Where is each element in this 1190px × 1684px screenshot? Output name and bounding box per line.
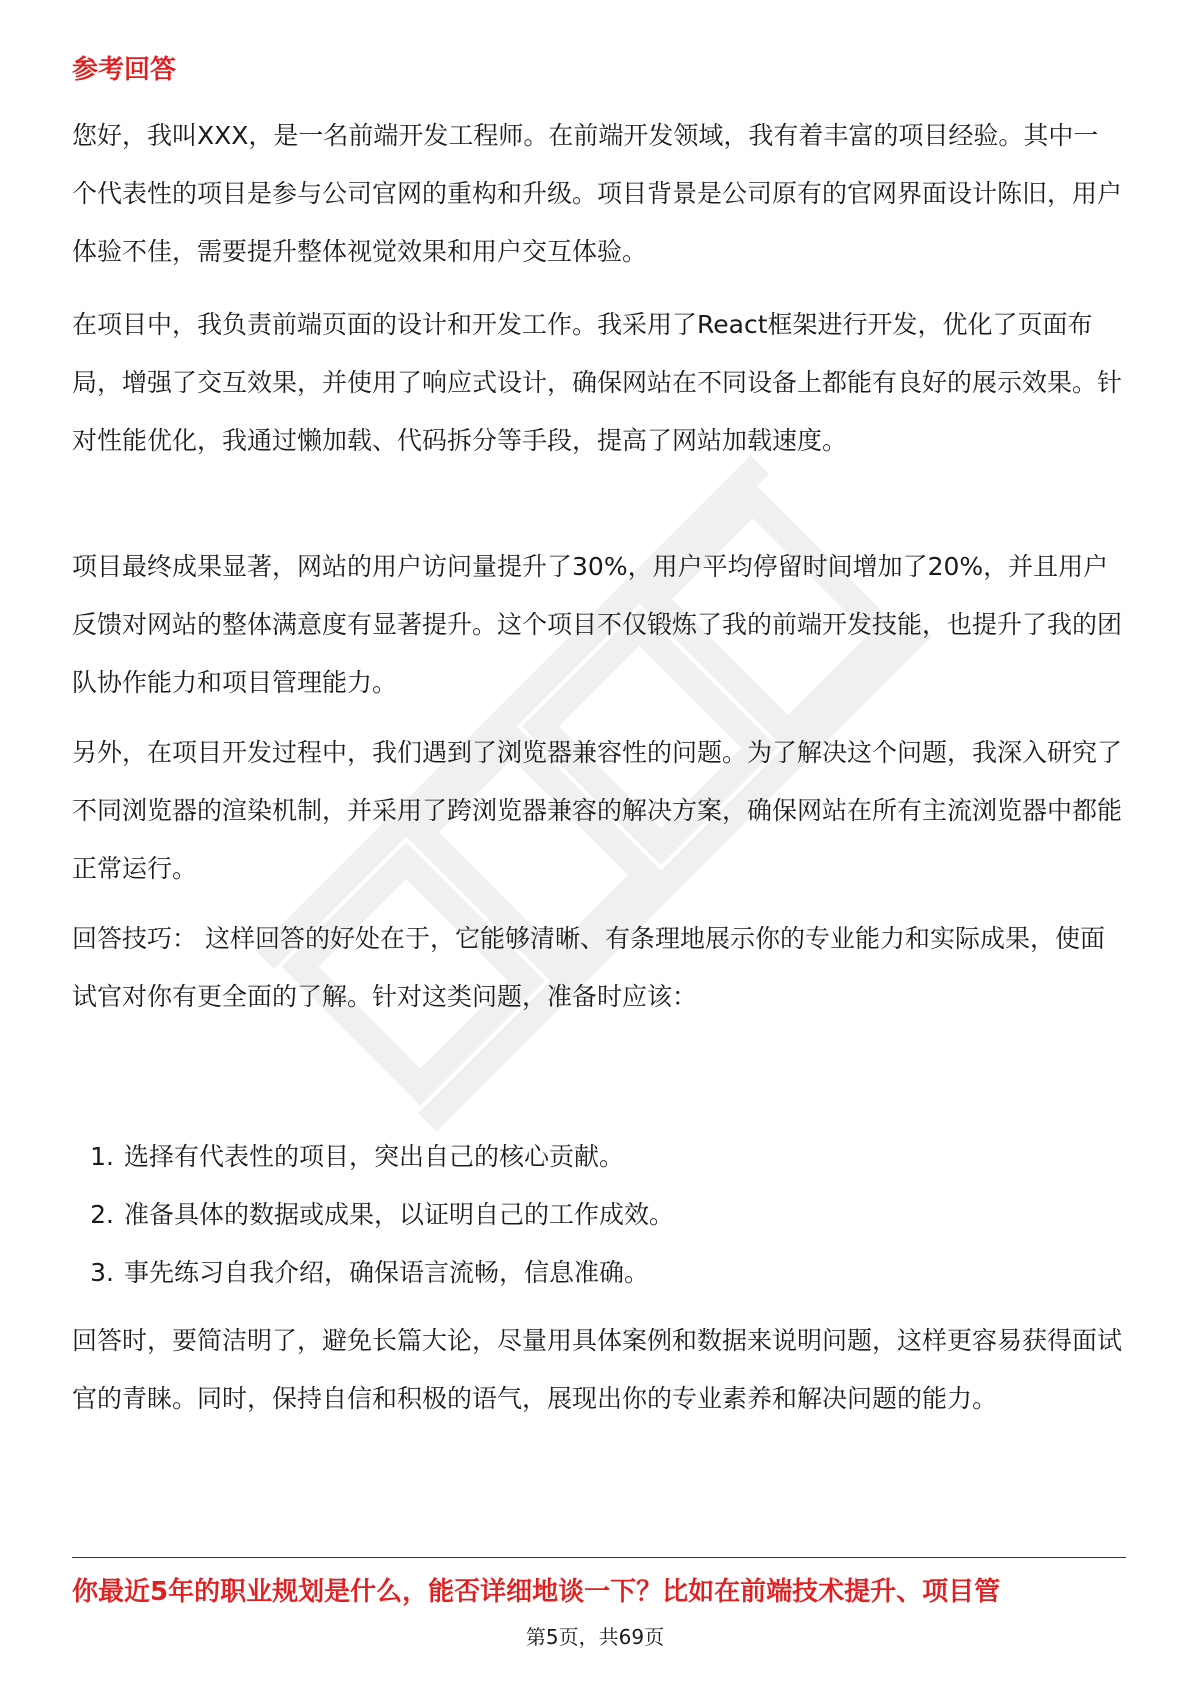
page-number: 第5页，共69页 (525, 1625, 665, 1649)
list-item-text: 选择有代表性的项目，突出自己的核心贡献。 (124, 1142, 625, 1171)
list-item (72, 1244, 1122, 1302)
divider (72, 1557, 1126, 1558)
tips-list (72, 1128, 1122, 1302)
list-item (72, 1186, 1122, 1244)
list-item-number: 2. (90, 1200, 114, 1229)
list-item-text: 事先练习自我介绍，确保语言流畅，信息准确。 (124, 1258, 650, 1287)
answer-paragraph-4: 另外，在项目开发过程中，我们遇到了浏览器兼容性的问题。为了解决这个问题，我深入研究了不同浏览器的渲染机制，并采用了跨浏览器兼容的解决方案，确保网站在所有主流浏览器中都能正常运行。 (72, 738, 1123, 883)
answer-paragraph-2: 在项目中，我负责前端页面的设计和开发工作。我采用了React框架进行开发，优化了页面布局，增强了交互效果，并使用了响应式设计，确保网站在不同设备上都能有良好的展示效果。针对性能优化，我通过懒加载、代码拆分等手段，提高了网站加载速度。 (72, 310, 1123, 455)
answer-paragraph-1: 您好，我叫XXX，是一名前端开发工程师。在前端开发领域，我有着丰富的项目经验。其中一个代表性的项目是参与公司官网的重构和升级。项目背景是公司原有的官网界面设计陈旧，用户体验不佳，需要提升整体视觉效果和用户交互体验。 (72, 121, 1123, 266)
list-item-number: 3. (90, 1258, 114, 1287)
list-item-text: 准备具体的数据或成果，以证明自己的工作成效。 (124, 1200, 675, 1229)
list-item (72, 1128, 1122, 1186)
list-item-number: 1. (90, 1142, 114, 1171)
answer-paragraph-3: 项目最终成果显著，网站的用户访问量提升了30%，用户平均停留时间增加了20%，并且用户反馈对网站的整体满意度有显著提升。这个项目不仅锻炼了我的前端开发技能，也提升了我的团队协作能力和项目管理能力。 (72, 552, 1123, 697)
section-title: 参考回答 (72, 55, 177, 85)
next-question-heading: 你最近5年的职业规划是什么，能否详细地谈一下？比如在前端技术提升、项目管 (72, 1577, 1001, 1607)
tips-intro-paragraph: 回答技巧： 这样回答的好处在于，它能够清晰、有条理地展示你的专业能力和实际成果，使面试官对你有更全面的了解。针对这类问题，准备时应该： (72, 924, 1105, 1011)
closing-paragraph: 回答时，要简洁明了，避免长篇大论，尽量用具体案例和数据来说明问题，这样更容易获得面试官的青睐。同时，保持自信和积极的语气，展现出你的专业素养和解决问题的能力。 (72, 1326, 1123, 1413)
